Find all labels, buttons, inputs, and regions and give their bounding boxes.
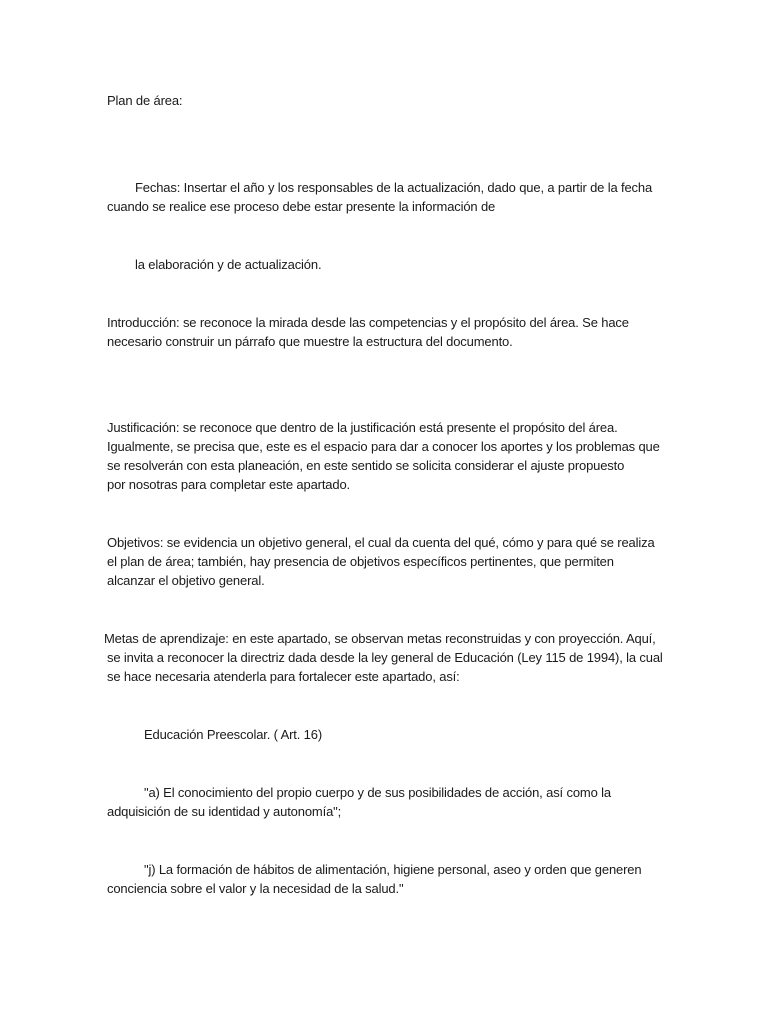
justificacion-line-4: por nosotras para completar este apartado. [107,477,351,492]
cita-a-line-1: "a) El conocimiento del propio cuerpo y de sus posibilidades de acción, así como la [144,785,611,800]
introduccion-line-2: necesario construir un párrafo que muestre la estructura del documento. [107,334,513,349]
fechas-line-2: cuando se realice ese proceso debe estar presente la información de [107,199,496,214]
fechas-line-1: Fechas: Insertar el año y los responsables de la actualización, dado que, a partir de la fecha [135,180,653,195]
objetivos-line-3: alcanzar el objetivo general. [107,573,265,588]
introduccion-line-1: Introducción: se reconoce la mirada desde las competencias y el propósito del área. Se hace [107,315,629,330]
cita-j-line-1: "j) La formación de hábitos de alimentación, higiene personal, aseo y orden que generen [144,862,642,877]
justificacion-line-3: se resolverán con esta planeación, en este sentido se solicita considerar el ajuste propuesto [107,458,625,473]
articulo-heading: Educación Preescolar. ( Art. 16) [144,727,323,742]
objetivos-line-2: el plan de área; también, hay presencia de objetivos específicos pertinentes, que permiten [107,554,614,569]
justificacion-line-1: Justificación: se reconoce que dentro de la justificación está presente el propósito del área. [107,420,618,435]
metas-line-3: se hace necesaria atenderla para fortalecer este apartado, así: [107,669,460,684]
fechas-line-3: la elaboración y de actualización. [135,257,322,272]
justificacion-line-2: Igualmente, se precisa que, este es el espacio para dar a conocer los aportes y los problemas que [107,439,660,454]
document-title: Plan de área: [107,93,183,108]
cita-a-line-2: adquisición de su identidad y autonomía"; [107,804,342,819]
metas-line-2: se invita a reconocer la directriz dada desde la ley general de Educación (Ley 115 de 1994), la cual [107,650,663,665]
metas-line-1: Metas de aprendizaje: en este apartado, se observan metas reconstruidas y con proyección. Aquí, [104,631,656,646]
objetivos-line-1: Objetivos: se evidencia un objetivo general, el cual da cuenta del qué, cómo y para qué se realiza [107,535,655,550]
cita-j-line-2: conciencia sobre el valor y la necesidad de la salud." [107,881,404,896]
